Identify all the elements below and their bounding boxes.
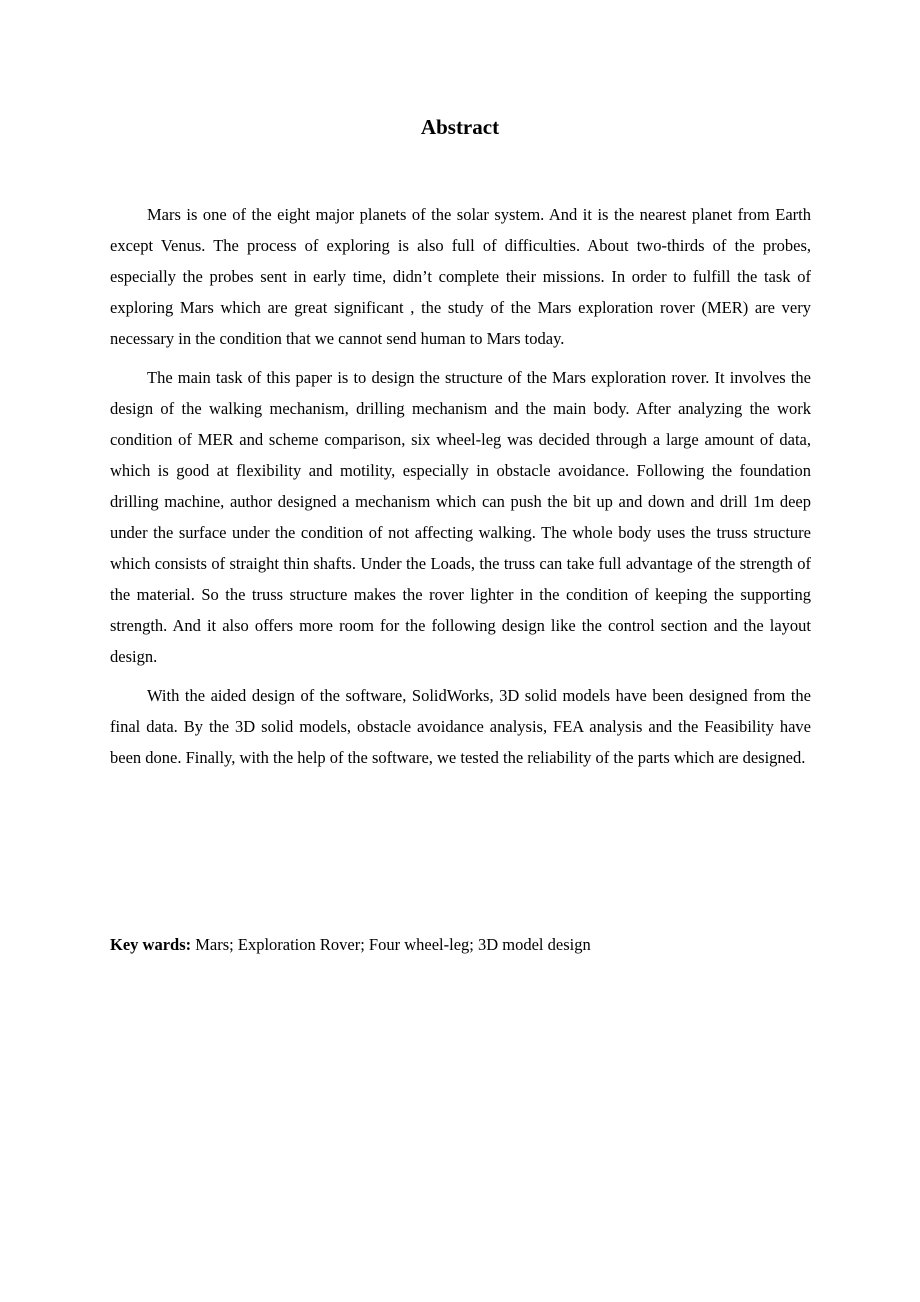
abstract-paragraph-3: With the aided design of the software, SolidWorks, 3D solid models have been designed from the final data. By the 3D solid models, obstacle avoidance analysis, FEA analysis and the Feasibility have been done. Finally, with the help of the software, we tested the reliability of the parts which are designed. xyxy=(110,686,811,767)
keywords-text: Mars; Exploration Rover; Four wheel-leg; 3D model design xyxy=(195,935,591,954)
keywords-line xyxy=(110,929,811,960)
keywords-label: Key wards: xyxy=(110,935,192,954)
page-title: Abstract xyxy=(420,115,500,139)
abstract-paragraph-1: Mars is one of the eight major planets of the solar system. And it is the nearest planet from Earth except Venus. The process of exploring is also full of difficulties. About two-thirds of the probes, especially the probes sent in early time, didn’t complete their missions. In order to fulfill the task of exploring Mars which are great significant , the study of the Mars exploration rover (MER) are very necessary in the condition that we cannot send human to Mars today. xyxy=(110,205,811,348)
abstract-body xyxy=(110,199,811,781)
abstract-paragraph-2: The main task of this paper is to design the structure of the Mars exploration rover. It involves the design of the walking mechanism, drilling mechanism and the main body. After analyzing the work condition of MER and scheme comparison, six wheel-leg was decided through a large amount of data, which is good at flexibility and motility, especially in obstacle avoidance. Following the foundation drilling machine, author designed a mechanism which can push the bit up and down and drill 1m deep under the surface under the condition of not affecting walking. The whole body uses the truss structure which consists of straight thin shafts. Under the Loads, the truss can take full advantage of the strength of the material. So the truss structure makes the rover lighter in the condition of keeping the supporting strength. And it also offers more room for the following design like the control section and the layout design. xyxy=(110,368,811,666)
